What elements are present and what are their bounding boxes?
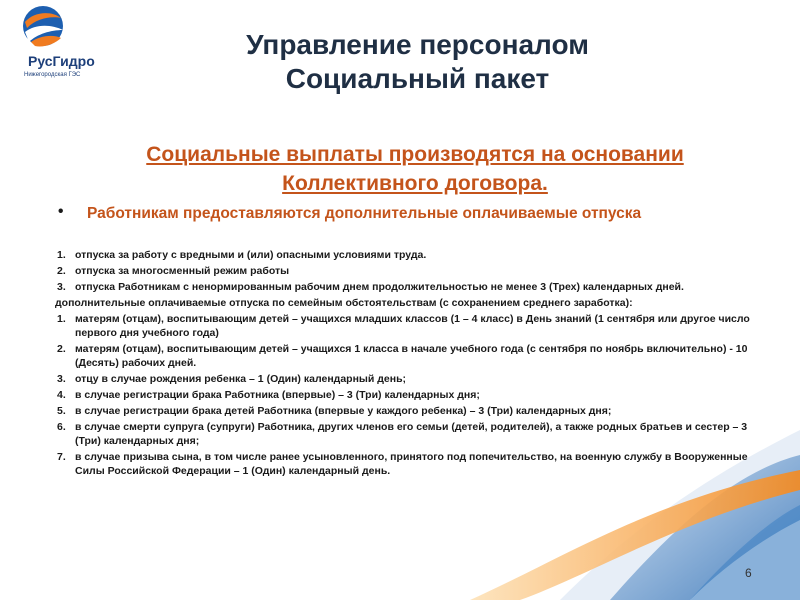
- brand-subtitle: Нижегородская ГЭС: [24, 72, 81, 78]
- headline-line-2: Коллективного договора.: [282, 172, 548, 195]
- list-item: [55, 342, 755, 370]
- list-item: [55, 372, 755, 386]
- headline: [40, 140, 790, 198]
- list-item-text: отцу в случае рождения ребенка – 1 (Один) календарный день;: [75, 373, 407, 385]
- lead-bullet: •: [58, 203, 64, 220]
- list-item: [55, 264, 755, 278]
- rushydro-logo: [14, 2, 114, 86]
- lead-text: Работникам предоставляются дополнительные оплачиваемые отпуска: [87, 205, 642, 222]
- list-item: [55, 420, 755, 448]
- list-item: [55, 312, 755, 340]
- page-number: 6: [745, 566, 752, 580]
- list-b: [55, 312, 755, 478]
- list-a: [55, 248, 755, 294]
- list-item: [55, 388, 755, 402]
- list-item-number: 3.: [57, 281, 66, 293]
- rushydro-emblem-icon: [21, 2, 65, 52]
- list-item-text: в случае смерти супруга (супруги) Работника, других членов его семьи (детей, родителей), а также родных братьев и сестер – 3 (Три) календарных дня;: [75, 421, 748, 447]
- list-item-text: матерям (отцам), воспитывающим детей – учащихся 1 класса в начале учебного года (с сентября по ноябрь включительно) - 10 (Десять) рабочих дней.: [75, 343, 748, 369]
- list-item-number: 5.: [57, 405, 66, 417]
- list-item: [55, 248, 755, 262]
- list-item-number: 6.: [57, 421, 66, 433]
- list-item-number: 1.: [57, 313, 66, 325]
- list-item-text: отпуска Работникам с ненормированным рабочим днем продолжительностью не менее 3 (Трех) календарных дней.: [75, 281, 684, 293]
- list-item: [55, 404, 755, 418]
- section-text: дополнительные оплачиваемые отпуска по семейным обстоятельствам (с сохранением среднего заработка):: [55, 297, 633, 309]
- list-item-number: 4.: [57, 389, 66, 401]
- list-item-number: 3.: [57, 373, 66, 385]
- list-item-text: матерям (отцам), воспитывающим детей – учащихся младших классов (1 – 4 класс) в День знаний (1 сентября или другое число первого дня учебного года): [75, 313, 750, 339]
- list-item: [55, 280, 755, 294]
- list-item-number: 2.: [57, 265, 66, 277]
- list-item-number: 2.: [57, 343, 66, 355]
- body-text: [55, 248, 755, 480]
- list-item-number: 7.: [57, 451, 66, 463]
- list-item-text: в случае регистрации брака Работника (впервые) – 3 (Три) календарных дня;: [75, 389, 480, 401]
- list-item-text: в случае регистрации брака детей Работника (впервые у каждого ребенка) – 3 (Три) календарных дня;: [75, 405, 612, 417]
- page-title: [150, 28, 685, 96]
- headline-line-1: Социальные выплаты производятся на основании: [146, 143, 684, 166]
- list-item-text: отпуска за многосменный режим работы: [75, 265, 290, 277]
- brand-name: РусГидро: [28, 53, 95, 69]
- list-item-text: отпуска за работу с вредными и (или) опасными условиями труда.: [75, 249, 427, 261]
- title-line-1: Управление персоналом: [246, 29, 589, 60]
- title-line-2: Социальный пакет: [285, 63, 550, 94]
- list-item-text: в случае призыва сына, в том числе ранее усыновленного, принятого под попечительство, на военную службу в Вооруженные Силы Российской Федерации – 1 (Один) календарный день.: [75, 451, 748, 477]
- list-item-number: 1.: [57, 249, 66, 261]
- list-item: [55, 450, 755, 478]
